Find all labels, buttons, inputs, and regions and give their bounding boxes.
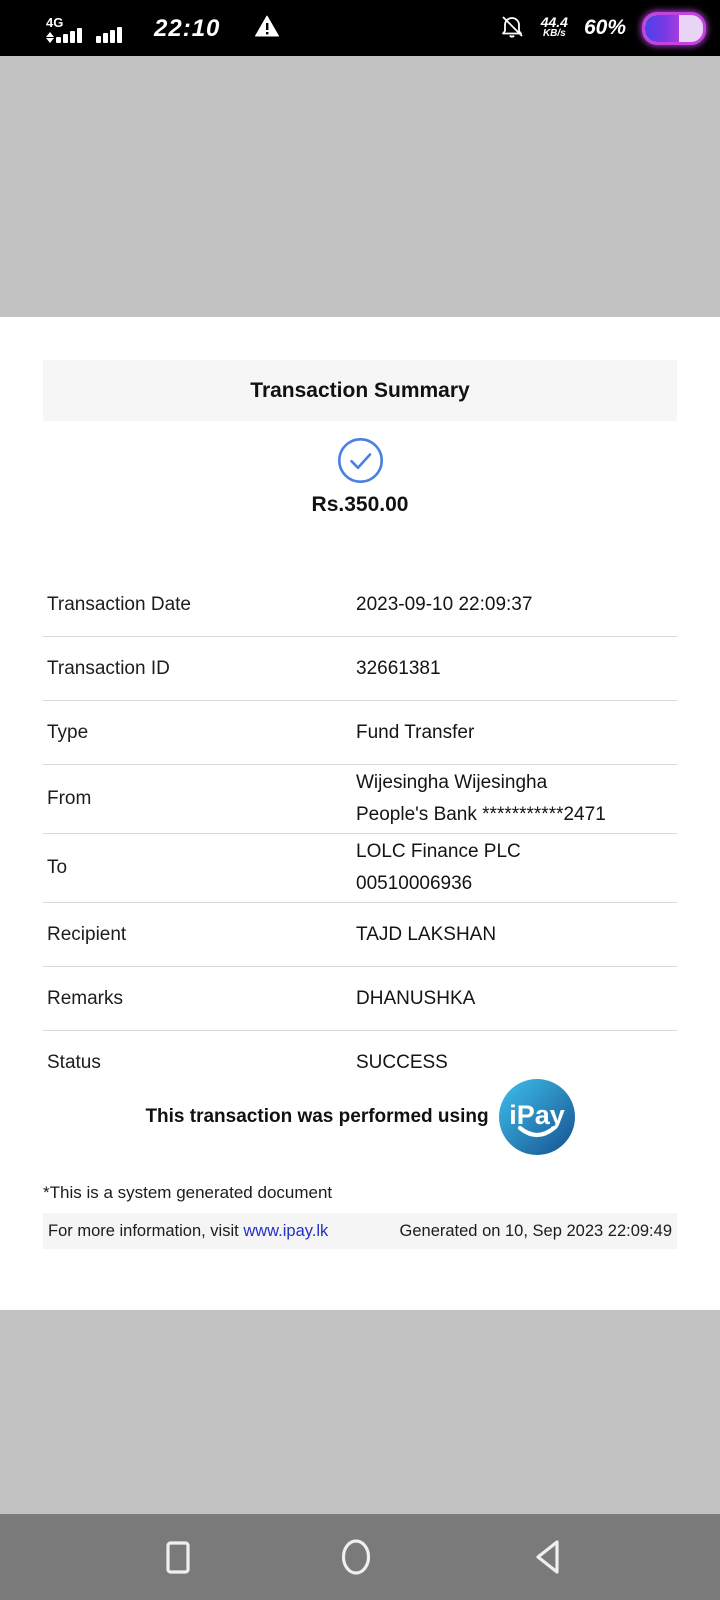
network-type-label: 4G: [46, 14, 64, 30]
battery-percent-text: 60%: [583, 16, 626, 39]
table-row: [43, 573, 677, 637]
transaction-amount: Rs.350.00: [311, 493, 409, 516]
row-value: [356, 987, 475, 1010]
notifications-off-icon: [499, 13, 525, 44]
recents-button[interactable]: [133, 1514, 223, 1600]
row-label: Transaction Date: [47, 593, 191, 615]
row-label: Status: [47, 1051, 101, 1073]
system-generated-note: *This is a system generated document: [43, 1183, 333, 1202]
row-value-line: 2023-09-10 22:09:37: [356, 594, 533, 615]
status-bar: [0, 0, 720, 56]
app-background-top: [0, 56, 720, 317]
row-value-line: Wijesingha Wijesingha: [356, 772, 548, 793]
data-updown-arrows-icon: [46, 32, 54, 43]
row-label: From: [47, 788, 92, 809]
row-value-line: SUCCESS: [356, 1052, 448, 1073]
row-value: [356, 836, 521, 900]
network-speed-indicator: [540, 14, 568, 39]
row-value-line: LOLC Finance PLC: [356, 841, 521, 862]
table-row: [43, 903, 677, 967]
battery-fill: [645, 15, 679, 42]
footer-bar: [43, 1213, 677, 1249]
signal-bars-icon: [96, 27, 122, 43]
row-label: Transaction ID: [47, 657, 170, 679]
row-value: [356, 593, 532, 616]
performed-using-text: This transaction was performed using: [145, 1106, 489, 1127]
page-title: Transaction Summary: [250, 378, 470, 402]
row-value: [356, 767, 606, 831]
row-label: Type: [47, 721, 89, 743]
generated-timestamp: Generated on 10, Sep 2023 22:09:49: [399, 1221, 672, 1240]
table-row: [43, 701, 677, 765]
warning-icon: [254, 14, 280, 43]
sim1-signal: [46, 14, 82, 43]
android-nav-bar: [0, 1514, 720, 1600]
sim2-signal: [96, 27, 122, 43]
row-label: Remarks: [47, 987, 124, 1009]
clock-text: 22:10: [154, 14, 221, 42]
footer-info-prefix: For more information, visit: [48, 1221, 244, 1240]
home-circle-icon: [341, 1539, 371, 1575]
status-left-cluster: [46, 14, 280, 43]
row-value-line: Fund Transfer: [356, 722, 475, 743]
row-value-line: 32661381: [356, 658, 441, 679]
row-value: [356, 657, 441, 680]
footer-info-text: [48, 1222, 328, 1241]
success-check-icon: [337, 437, 384, 484]
back-triangle-icon: [534, 1539, 560, 1575]
table-row: [43, 834, 677, 903]
details-table: [43, 573, 677, 1094]
table-row: [43, 765, 677, 834]
ipay-logo: [499, 1079, 575, 1155]
row-value: [356, 1051, 448, 1074]
row-value: [356, 721, 474, 744]
recents-square-icon: [166, 1541, 190, 1574]
table-row: [43, 637, 677, 701]
status-right-cluster: [499, 12, 706, 45]
performed-using-row: [0, 1079, 720, 1155]
summary-header: [43, 360, 677, 421]
ipay-logo-text: iPay: [508, 1100, 565, 1130]
table-row: [43, 967, 677, 1031]
success-check-wrap: [0, 437, 720, 484]
battery-icon: [642, 12, 706, 45]
network-speed-value: 44.4: [540, 14, 568, 30]
ipay-link[interactable]: www.ipay.lk: [243, 1221, 329, 1240]
signal-bars-icon: [56, 28, 82, 43]
back-button[interactable]: [502, 1514, 592, 1600]
row-value-line: TAJD LAKSHAN: [356, 924, 497, 945]
network-speed-unit: KB/s: [542, 28, 566, 39]
row-value-line: 00510006936: [356, 873, 473, 894]
row-value-line: People's Bank ***********2471: [356, 804, 606, 825]
row-label: To: [47, 857, 68, 878]
receipt-card: [0, 317, 720, 1310]
app-background-bottom: [0, 1310, 720, 1514]
row-label: Recipient: [47, 923, 127, 945]
row-value: [356, 923, 496, 946]
row-value-line: DHANUSHKA: [356, 988, 476, 1009]
home-button[interactable]: [311, 1514, 401, 1600]
